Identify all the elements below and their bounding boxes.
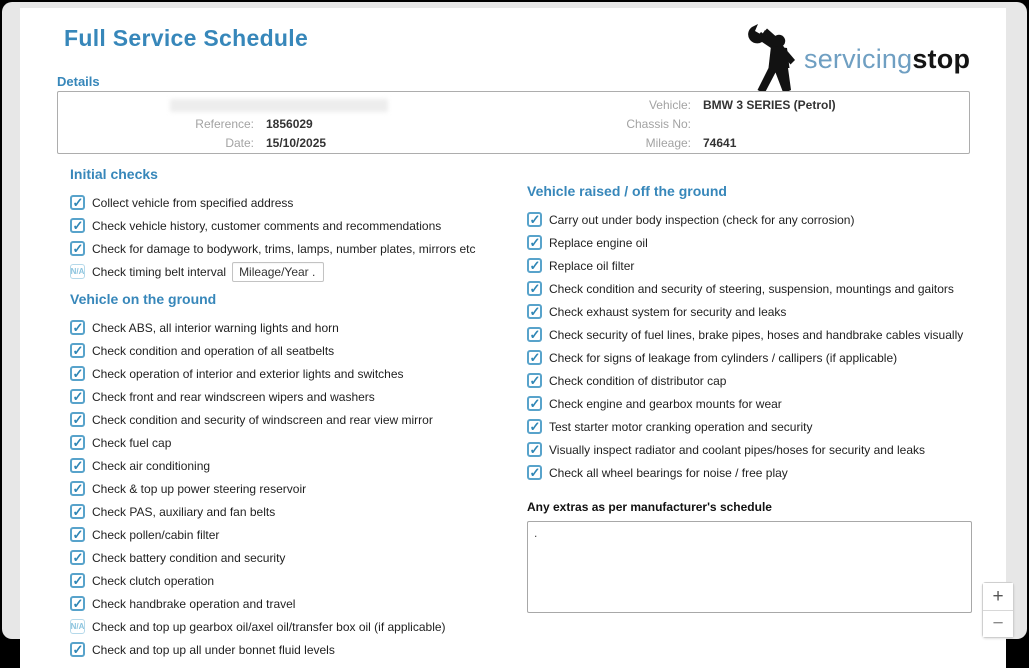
checklist-item-label: Test starter motor cranking operation and security bbox=[549, 419, 813, 434]
checkbox-checked-icon[interactable]: ✓ bbox=[70, 218, 85, 233]
logo-text-stop: stop bbox=[912, 44, 971, 74]
details-heading: Details bbox=[57, 74, 100, 89]
date-value: 15/10/2025 bbox=[266, 136, 327, 150]
checkbox-checked-icon[interactable]: ✓ bbox=[527, 396, 542, 411]
checklist-item-label: Check pollen/cabin filter bbox=[92, 527, 220, 542]
checklist-item-label: Collect vehicle from specified address bbox=[92, 195, 294, 210]
reference-label: Reference: bbox=[195, 117, 254, 131]
checklist-item-label: Check & top up power steering reservoir bbox=[92, 481, 307, 496]
checklist-item-label: Check for signs of leakage from cylinders / callipers (if applicable) bbox=[549, 350, 898, 365]
checkbox-checked-icon[interactable]: ✓ bbox=[70, 241, 85, 256]
checkbox-checked-icon[interactable]: ✓ bbox=[70, 320, 85, 335]
section-heading-vehicle-raised: Vehicle raised / off the ground bbox=[527, 183, 727, 199]
checkbox-checked-icon[interactable]: ✓ bbox=[70, 573, 85, 588]
timing-belt-interval-input[interactable]: Mileage/Year . bbox=[232, 262, 324, 282]
date-label: Date: bbox=[225, 136, 254, 150]
checklist-item bbox=[70, 316, 530, 339]
document-viewer bbox=[2, 2, 1027, 657]
checklist-item bbox=[527, 208, 987, 231]
checkbox-checked-icon[interactable]: ✓ bbox=[527, 350, 542, 365]
checklist-item bbox=[70, 615, 530, 638]
checklist-item-label: Check all wheel bearings for noise / free play bbox=[549, 465, 788, 480]
checklist-item-label: Check operation of interior and exterior lights and switches bbox=[92, 366, 404, 381]
section-heading-initial-checks: Initial checks bbox=[70, 166, 158, 182]
checkbox-na-icon[interactable]: N/A bbox=[70, 619, 85, 634]
checklist-item-label: Check condition and security of windscreen and rear view mirror bbox=[92, 412, 433, 427]
service-schedule-page bbox=[20, 8, 1006, 668]
checklist-item-label: Check handbrake operation and travel bbox=[92, 596, 296, 611]
chassis-label: Chassis No: bbox=[626, 117, 691, 131]
checklist-item-label: Check and top up gearbox oil/axel oil/transfer box oil (if applicable) bbox=[92, 619, 446, 634]
mileage-label: Mileage: bbox=[645, 136, 691, 150]
checkbox-checked-icon[interactable]: ✓ bbox=[70, 389, 85, 404]
checklist-item-label: Check fuel cap bbox=[92, 435, 172, 450]
checkbox-checked-icon[interactable]: ✓ bbox=[70, 435, 85, 450]
checklist-item-label: Check air conditioning bbox=[92, 458, 211, 473]
checkbox-checked-icon[interactable]: ✓ bbox=[527, 235, 542, 250]
checklist-item bbox=[70, 408, 530, 431]
redacted-customer-name bbox=[170, 99, 388, 112]
checkbox-checked-icon[interactable]: ✓ bbox=[70, 343, 85, 358]
checklist-item-label: Check front and rear windscreen wipers and washers bbox=[92, 389, 375, 404]
section-heading-vehicle-on-ground: Vehicle on the ground bbox=[70, 291, 217, 307]
checkbox-checked-icon[interactable]: ✓ bbox=[70, 527, 85, 542]
checklist-item bbox=[70, 454, 530, 477]
checklist-item-label: Check vehicle history, customer comments and recommendations bbox=[92, 218, 442, 233]
checklist-item bbox=[70, 191, 530, 214]
logo-wordmark bbox=[804, 44, 970, 75]
checkbox-checked-icon[interactable]: ✓ bbox=[527, 327, 542, 342]
checklist-item bbox=[70, 477, 530, 500]
checklist-item-label: Replace oil filter bbox=[549, 258, 635, 273]
checklist-item bbox=[70, 569, 530, 592]
vehicle-label: Vehicle: bbox=[648, 98, 691, 112]
extras-textarea[interactable]: . bbox=[527, 521, 972, 613]
logo-text-servicing: servicing bbox=[804, 44, 913, 74]
mechanic-wrench-icon bbox=[748, 20, 806, 98]
checkbox-checked-icon[interactable]: ✓ bbox=[70, 366, 85, 381]
checkbox-checked-icon[interactable]: ✓ bbox=[527, 212, 542, 227]
checklist-item-label: Check battery condition and security bbox=[92, 550, 286, 565]
zoom-out-button[interactable]: − bbox=[983, 610, 1013, 637]
checkbox-checked-icon[interactable]: ✓ bbox=[527, 373, 542, 388]
vehicle-value: BMW 3 SERIES (Petrol) bbox=[703, 98, 836, 112]
zoom-control bbox=[982, 582, 1014, 638]
checklist-item-label: Check for damage to bodywork, trims, lamps, number plates, mirrors etc bbox=[92, 241, 476, 256]
checklist-item bbox=[70, 431, 530, 454]
checklist-item bbox=[527, 392, 987, 415]
checkbox-checked-icon[interactable]: ✓ bbox=[527, 419, 542, 434]
checklist-item-label: Check security of fuel lines, brake pipes, hoses and handbrake cables visually bbox=[549, 327, 964, 342]
checklist-item-label: Check engine and gearbox mounts for wear bbox=[549, 396, 782, 411]
checklist-item bbox=[70, 638, 530, 661]
zoom-in-button[interactable]: + bbox=[983, 583, 1013, 610]
page-title: Full Service Schedule bbox=[64, 25, 309, 51]
checklist-item bbox=[527, 461, 987, 484]
checklist-item bbox=[527, 323, 987, 346]
checklist-item-label: Check condition and operation of all seatbelts bbox=[92, 343, 335, 358]
right-checklist-column bbox=[527, 183, 987, 613]
checklist-item bbox=[70, 546, 530, 569]
checklist-item bbox=[527, 369, 987, 392]
checkbox-checked-icon[interactable]: ✓ bbox=[70, 596, 85, 611]
checklist-item bbox=[527, 277, 987, 300]
checkbox-checked-icon[interactable]: ✓ bbox=[527, 281, 542, 296]
checkbox-checked-icon[interactable]: ✓ bbox=[70, 412, 85, 427]
checkbox-na-icon[interactable]: N/A bbox=[70, 264, 85, 279]
checklist-item-label: Check ABS, all interior warning lights and horn bbox=[92, 320, 339, 335]
servicing-stop-logo bbox=[748, 16, 998, 100]
checklist-item bbox=[70, 237, 530, 260]
reference-value: 1856029 bbox=[266, 117, 313, 131]
checklist-item bbox=[70, 362, 530, 385]
checklist-item bbox=[70, 214, 530, 237]
checkbox-checked-icon[interactable]: ✓ bbox=[70, 458, 85, 473]
checkbox-checked-icon[interactable]: ✓ bbox=[527, 465, 542, 480]
checkbox-checked-icon[interactable]: ✓ bbox=[527, 258, 542, 273]
checklist-item bbox=[527, 438, 987, 461]
checklist-item bbox=[527, 415, 987, 438]
checklist-item bbox=[527, 346, 987, 369]
left-checklist-column bbox=[70, 166, 530, 661]
checklist-item-label: Check condition and security of steering, suspension, mountings and gaitors bbox=[549, 281, 954, 296]
extras-heading: Any extras as per manufacturer's schedule bbox=[527, 500, 772, 514]
mileage-value: 74641 bbox=[703, 136, 737, 150]
checklist-item-label: Replace engine oil bbox=[549, 235, 648, 250]
checklist-item-label: Check PAS, auxiliary and fan belts bbox=[92, 504, 276, 519]
checklist-item-label: Check clutch operation bbox=[92, 573, 215, 588]
checklist-item bbox=[527, 300, 987, 323]
checklist-item bbox=[70, 523, 530, 546]
checkbox-checked-icon[interactable]: ✓ bbox=[70, 550, 85, 565]
checkbox-checked-icon[interactable]: ✓ bbox=[70, 195, 85, 210]
checklist-item-label: Check condition of distributor cap bbox=[549, 373, 727, 388]
checkbox-checked-icon[interactable]: ✓ bbox=[527, 304, 542, 319]
checkbox-checked-icon[interactable]: ✓ bbox=[527, 442, 542, 457]
checklist-item-label: Check and top up all under bonnet fluid levels bbox=[92, 642, 335, 657]
checklist-item bbox=[70, 385, 530, 408]
checklist-item-label: Visually inspect radiator and coolant pipes/hoses for security and leaks bbox=[549, 442, 925, 457]
checklist-item bbox=[70, 592, 530, 615]
checklist-item-label: Check timing belt interval bbox=[92, 264, 227, 279]
checklist-item bbox=[70, 339, 530, 362]
checklist-item-label: Carry out under body inspection (check for any corrosion) bbox=[549, 212, 855, 227]
details-box bbox=[57, 91, 970, 154]
checklist-item bbox=[527, 231, 987, 254]
checkbox-checked-icon[interactable]: ✓ bbox=[70, 504, 85, 519]
checklist-item-timing-belt bbox=[70, 260, 530, 283]
checkbox-checked-icon[interactable]: ✓ bbox=[70, 642, 85, 657]
checklist-item bbox=[70, 500, 530, 523]
checklist-item bbox=[527, 254, 987, 277]
checklist-item-label: Check exhaust system for security and leaks bbox=[549, 304, 787, 319]
checkbox-checked-icon[interactable]: ✓ bbox=[70, 481, 85, 496]
